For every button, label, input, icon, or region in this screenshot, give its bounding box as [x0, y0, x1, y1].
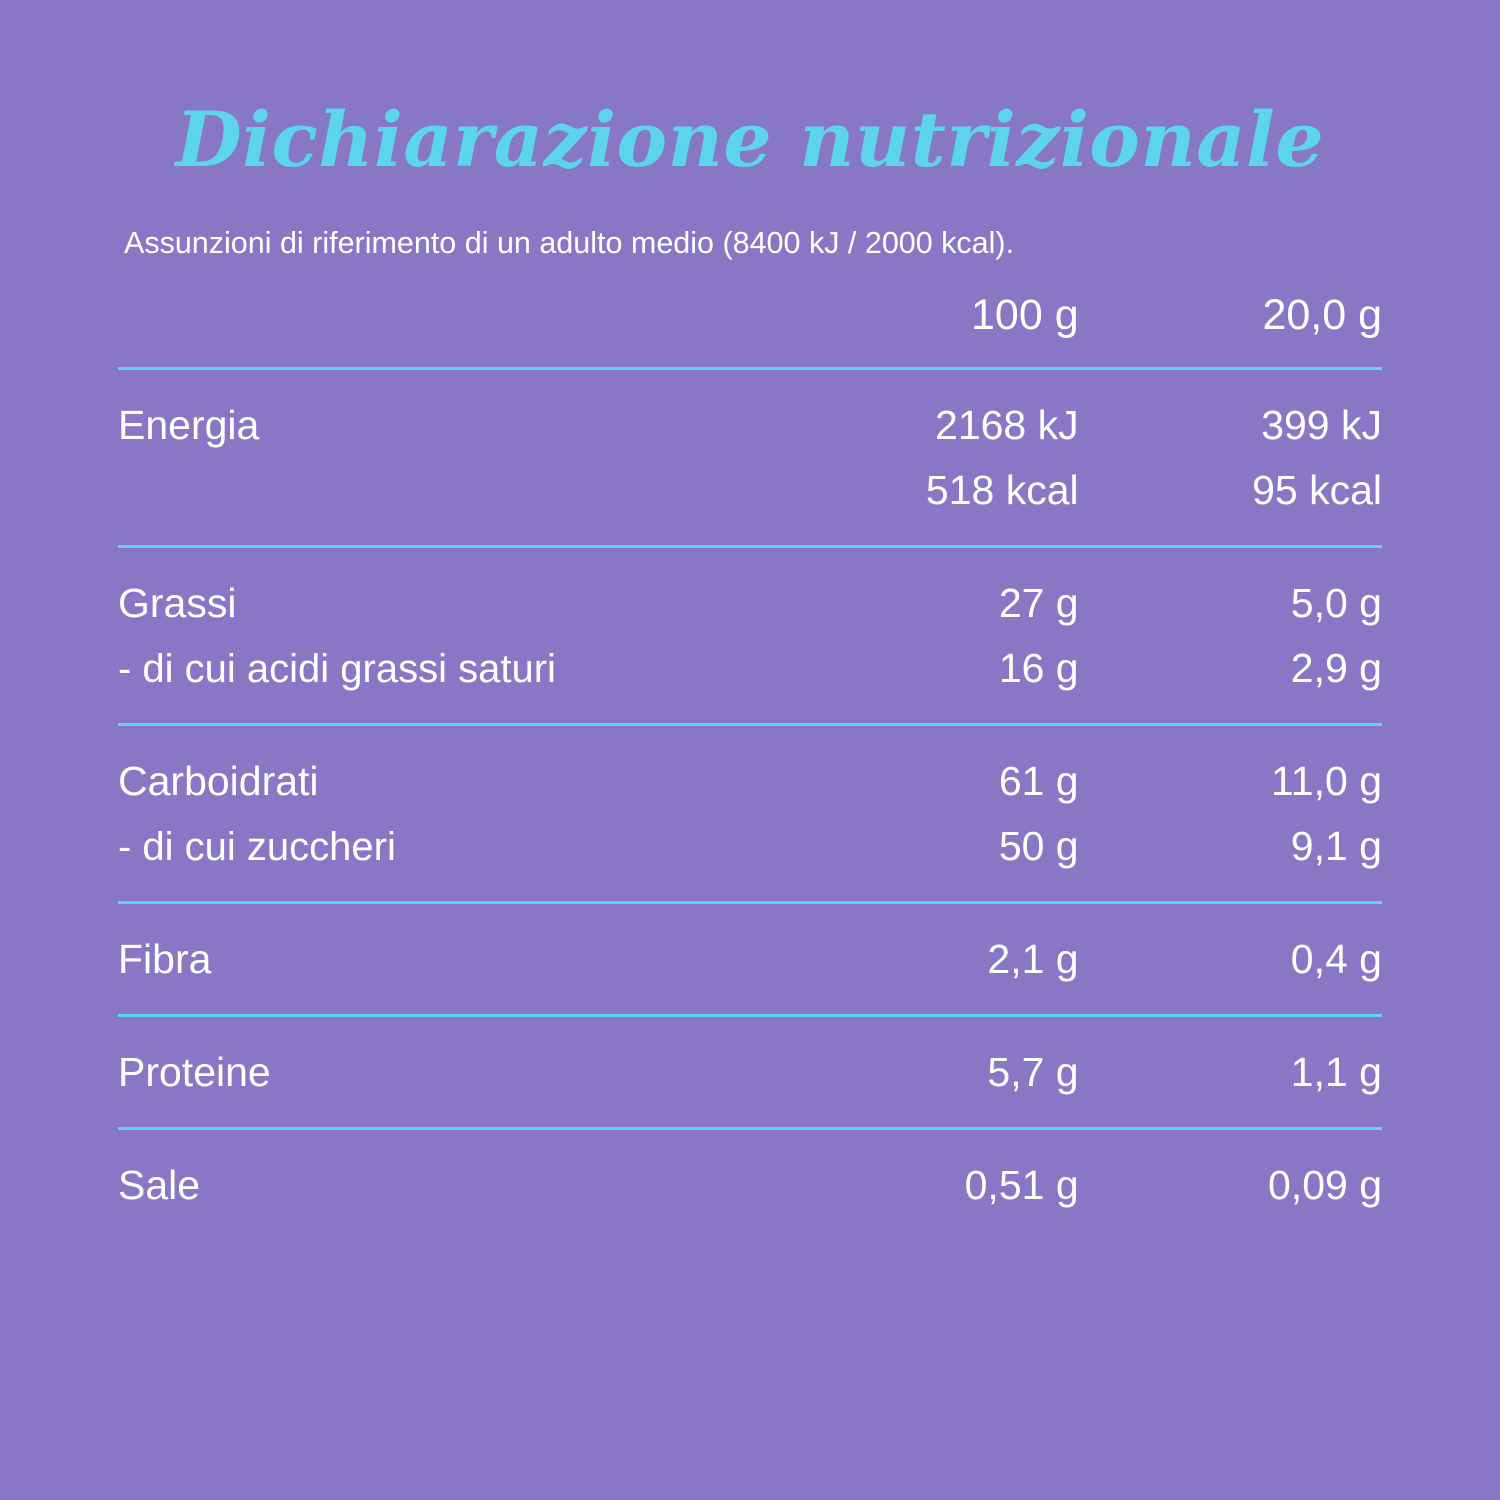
row-value-energia-kcal-portion: 95 kcal — [1252, 466, 1382, 513]
row-value-sale-portion: 0,09 g — [1268, 1161, 1382, 1208]
divider-line — [118, 367, 1382, 370]
row-value-grassi-saturi-portion: 2,9 g — [1290, 644, 1382, 691]
row-value-grassi-100g: 27 g — [998, 579, 1079, 626]
row-label-energia: Energia — [118, 401, 260, 448]
divider-line — [118, 1014, 1382, 1017]
page-title: Dichiarazione nutrizionale — [175, 95, 1325, 184]
row-value-proteine-portion: 1,1 g — [1290, 1048, 1382, 1095]
table-row — [118, 456, 1382, 545]
header-label-cell — [118, 290, 750, 367]
row-label-grassi: Grassi — [118, 579, 237, 626]
row-value-energia-portion: 399 kJ — [1261, 401, 1382, 448]
row-label-grassi-saturi: - di cui acidi grassi saturi — [118, 646, 556, 691]
row-value-zuccheri-100g: 50 g — [998, 822, 1079, 869]
row-value-proteine-100g: 5,7 g — [987, 1048, 1079, 1095]
table-row — [118, 549, 1382, 634]
table-row — [118, 1018, 1382, 1127]
reference-intake-note: Assunzioni di riferimento di un adulto medio (8400 kJ / 2000 kcal). — [124, 226, 1015, 261]
row-label-carboidrati: Carboidrati — [118, 757, 319, 804]
header-per-100g: 100 g — [971, 290, 1079, 339]
row-value-zuccheri-portion: 9,1 g — [1290, 822, 1382, 869]
nutrition-table — [118, 290, 1382, 1240]
row-value-energia-100g: 2168 kJ — [935, 401, 1079, 448]
row-label-sale: Sale — [118, 1161, 201, 1208]
table-row — [118, 812, 1382, 901]
row-label-zuccheri: - di cui zuccheri — [118, 824, 396, 869]
row-value-grassi-saturi-100g: 16 g — [998, 644, 1079, 691]
table-row — [118, 634, 1382, 723]
divider-line — [118, 545, 1382, 548]
header-per-portion: 20,0 g — [1262, 290, 1382, 339]
divider-line — [118, 901, 1382, 904]
row-label-proteine: Proteine — [118, 1048, 271, 1095]
table-header-row — [118, 290, 1382, 367]
divider-line — [118, 723, 1382, 726]
row-value-energia-kcal-100g: 518 kcal — [925, 466, 1079, 513]
row-value-carboidrati-100g: 61 g — [998, 757, 1079, 804]
row-value-fibra-100g: 2,1 g — [987, 935, 1079, 982]
row-value-carboidrati-portion: 11,0 g — [1271, 757, 1382, 804]
divider-line — [118, 1127, 1382, 1130]
table-row — [118, 1131, 1382, 1240]
row-value-sale-100g: 0,51 g — [964, 1161, 1079, 1208]
row-value-fibra-portion: 0,4 g — [1290, 935, 1382, 982]
row-label-energia-kcal — [118, 456, 750, 545]
table-row — [118, 905, 1382, 1014]
row-label-fibra: Fibra — [118, 935, 212, 982]
table-row — [118, 371, 1382, 456]
row-value-grassi-portion: 5,0 g — [1290, 579, 1382, 626]
table-row — [118, 727, 1382, 812]
